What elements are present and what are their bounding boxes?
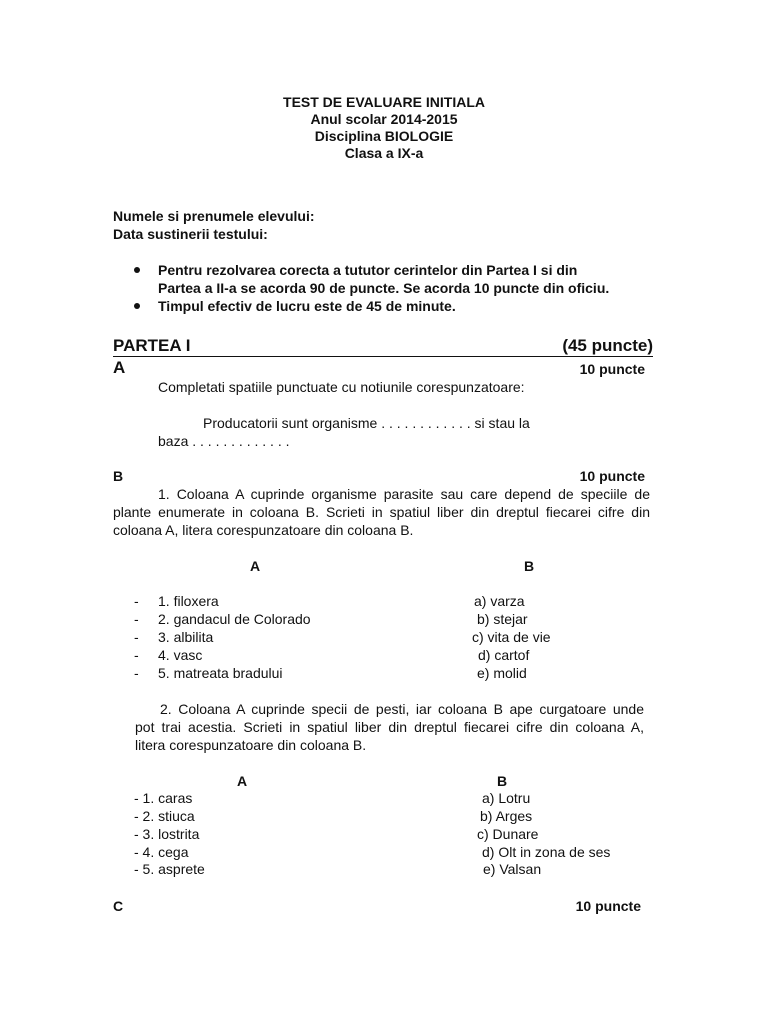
test-header	[0, 94, 768, 162]
part-points: (45 puncte)	[562, 336, 653, 355]
ex1-column-b-item: d) cartof	[478, 647, 530, 663]
section-c-letter: C	[113, 898, 124, 914]
header-school-year: Anul scolar 2014-2015	[310, 111, 458, 127]
section-b-exercise-1-text: 1. Coloana A cuprinde organisme parasite sau care depend de speciile de plante enumerate in coloana B. Scrieti in spatiul liber din dreptul fiecarei cifre din coloana A, litera corespunzatoare din coloana B.	[113, 486, 650, 538]
ex1-column-b-item: c) vita de vie	[472, 629, 551, 645]
section-a-instruction: Completati spatiile punctuate cu notiunile corespunzatoare:	[158, 379, 525, 395]
ex1-column-b-heading: B	[524, 558, 535, 574]
section-b-letter: B	[113, 468, 124, 484]
ex2-column-b-item: e) Valsan	[483, 861, 542, 877]
list-dash: -	[134, 611, 139, 627]
instructions-list	[134, 261, 654, 315]
header-title: TEST DE EVALUARE INITIALA	[283, 94, 485, 110]
ex1-column-a-item: 5. matreata bradului	[158, 665, 283, 681]
ex2-column-a-item: - 3. lostrita	[134, 826, 200, 842]
ex1-column-a-heading: A	[250, 558, 261, 574]
list-dash: -	[134, 647, 139, 663]
section-a-points: 10 puncte	[579, 361, 645, 377]
section-b-points: 10 puncte	[579, 468, 645, 484]
ex1-column-a-item: 1. filoxera	[158, 593, 219, 609]
ex1-column-a-item: 3. albilita	[158, 629, 214, 645]
student-name-label: Numele si prenumele elevului:	[113, 208, 315, 224]
bullet-icon	[134, 267, 140, 273]
ex1-column-b-item: a) varza	[474, 593, 525, 609]
list-dash: -	[134, 593, 139, 609]
section-c-points: 10 puncte	[575, 898, 641, 914]
ex2-column-b-item: b) Arges	[480, 808, 533, 824]
instruction-item: Timpul efectiv de lucru este de 45 de minute.	[134, 297, 654, 315]
ex2-column-a-heading: A	[237, 773, 248, 789]
ex2-column-a-item: - 2. stiuca	[134, 808, 195, 824]
header-class: Clasa a IX-a	[344, 145, 424, 161]
ex1-column-b-item: e) molid	[477, 665, 527, 681]
bullet-icon	[134, 303, 140, 309]
section-a-sentence-line2: baza . . . . . . . . . . . . .	[158, 433, 290, 449]
section-b-exercise-2-text: 2. Coloana A cuprinde specii de pesti, iar coloana B ape curgatoare unde pot trai acestia. Scrieti in spatiul liber din dreptul fiecarei cifre din coloana A, litera corespunzatoare din coloana B.	[135, 701, 644, 753]
instruction-item: Pentru rezolvarea corecta a tututor cerintelor din Partea I si din Partea a II-a se acorda 90 de puncte. Se acorda 10 puncte din oficiu.	[134, 261, 654, 297]
test-date-label: Data sustinerii testului:	[113, 226, 268, 242]
ex1-column-b-item: b) stejar	[477, 611, 528, 627]
ex2-column-b-item: c) Dunare	[477, 826, 539, 842]
ex2-column-a-item: - 5. asprete	[134, 861, 205, 877]
list-dash: -	[134, 665, 139, 681]
ex2-column-b-item: a) Lotru	[482, 790, 531, 806]
header-discipline: Disciplina BIOLOGIE	[314, 128, 454, 144]
section-a-sentence-line1: Producatorii sunt organisme . . . . . . . . . . . . si stau la	[203, 415, 530, 431]
ex2-column-b-item: d) Olt in zona de ses	[482, 844, 611, 860]
section-a-letter: A	[113, 358, 126, 377]
ex2-column-b-heading: B	[497, 773, 508, 789]
ex1-column-a-item: 4. vasc	[158, 647, 203, 663]
ex1-column-a-item: 2. gandacul de Colorado	[158, 611, 311, 627]
part-heading	[113, 336, 653, 357]
ex2-column-a-item: - 1. caras	[134, 790, 193, 806]
part-title: PARTEA I	[113, 336, 191, 355]
ex2-column-a-item: - 4. cega	[134, 844, 189, 860]
list-dash: -	[134, 629, 139, 645]
